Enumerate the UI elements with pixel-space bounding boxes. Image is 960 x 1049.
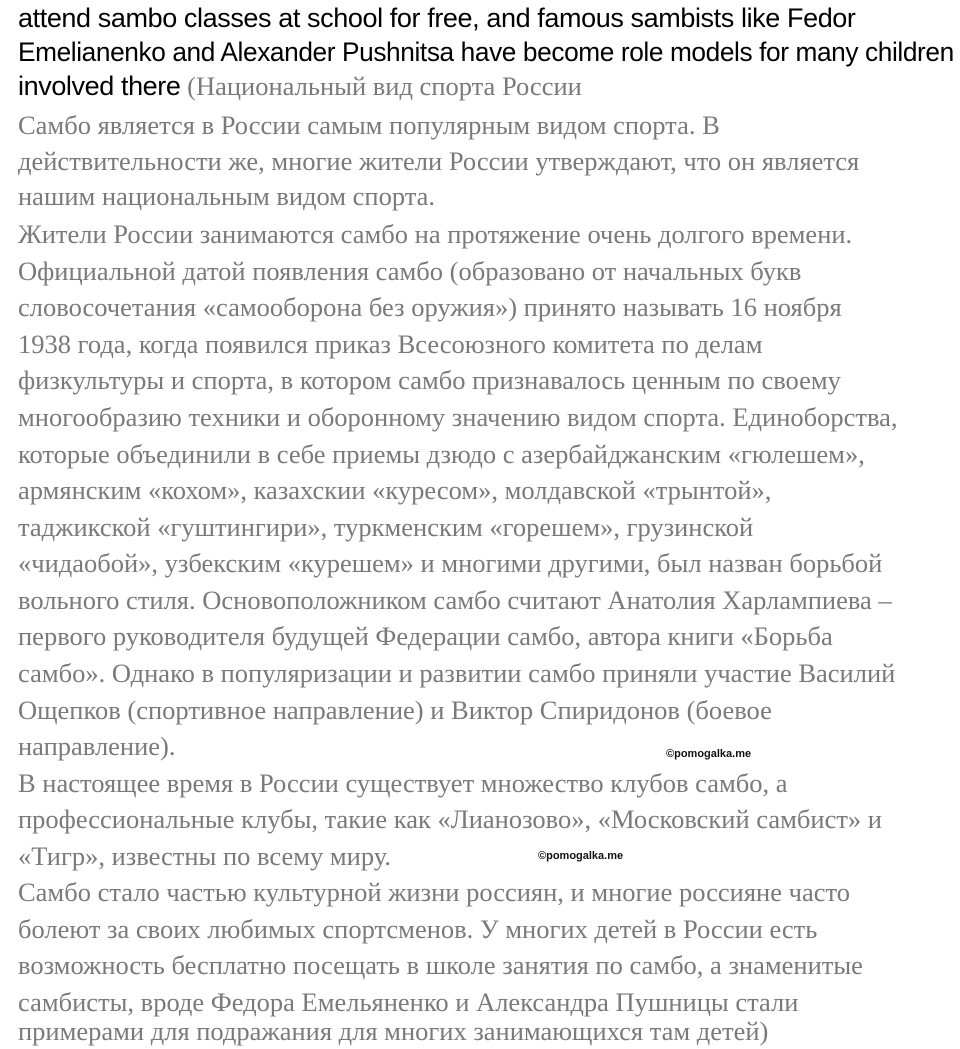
russian-text-line: действительности же, многие жители России утверждают, что он является [18,146,860,176]
watermark: ©pomogalka.me [538,850,624,862]
russian-text-line: «Тигр», известны по всему миру. [18,841,391,871]
russian-text-line: профессиональные клубы, такие как «Лианозово», «Московский самбист» и [18,804,882,834]
mixed-text-line [18,70,582,102]
russian-text-line: 1938 года, когда появился приказ Всесоюзного комитета по делам [18,329,763,359]
russian-text-line: направление). [18,731,176,761]
russian-text-line: первого руководителя будущей Федерации самбо, автора книги «Борьба [18,621,833,651]
russian-text-line: многообразию техники и оборонному значению видом спорта. Единоборства, [18,402,898,432]
russian-text-line: Самбо является в России самым популярным видом спорта. В [18,110,720,140]
russian-text-line: болеют за своих любимых спортсменов. У многих детей в России есть [18,914,818,944]
russian-text-fragment: (Национальный вид спорта России [180,71,582,101]
russian-text-line: Самбо стало частью культурной жизни россиян, и многие россияне часто [18,877,850,907]
english-text-line: attend sambo classes at school for free, and famous sambists like Fedor [18,3,856,33]
russian-text-line: Официальной датой появления самбо (образовано от начальных букв [18,256,802,286]
russian-text-line: физкультуры и спорта, в котором самбо признавалось ценным по своему [18,365,841,395]
russian-text-line: В настоящее время в России существует множество клубов самбо, а [18,768,788,798]
russian-text-line: самбисты, вроде Федора Емельяненко и Александра Пушницы стали [18,987,799,1017]
english-text-fragment: involved there [18,71,181,101]
english-text-line: Emelianenko and Alexander Pushnitsa have become role models for many children [18,37,954,67]
russian-text-line: «чидаобой», узбекским «курешем» и многими другими, был назван борьбой [18,548,883,578]
russian-text-line: словосочетания «самооборона без оружия») принято называть 16 ноября [18,292,842,322]
russian-text-line: нашим национальным видом спорта. [18,181,436,211]
russian-text-line: примерами для подражания для многих занимающихся там детей) [18,1016,769,1046]
russian-text-line: Ощепков (спортивное направление) и Виктор Спиридонов (боевое [18,695,772,725]
russian-text-line: вольного стиля. Основоположником самбо считают Анатолия Харлампиева – [18,585,892,615]
russian-text-line: которые объединили в себе приемы дзюдо с азербайджанским «гюлешем», [18,439,865,469]
russian-text-line: таджикской «гуштингири», туркменским «горешем», грузинской [18,512,754,542]
russian-text-line: армянским «кохом», казахскии «куресом», молдавской «трынтой», [18,475,772,505]
watermark: ©pomogalka.me [666,748,752,760]
russian-text-line: Жители России занимаются самбо на протяжение очень долгого времени. [18,219,853,249]
russian-text-line: возможность бесплатно посещать в школе занятия по самбо, а знаменитые [18,950,863,980]
russian-text-line: самбо». Однако в популяризации и развитии самбо приняли участие Василий [18,658,896,688]
